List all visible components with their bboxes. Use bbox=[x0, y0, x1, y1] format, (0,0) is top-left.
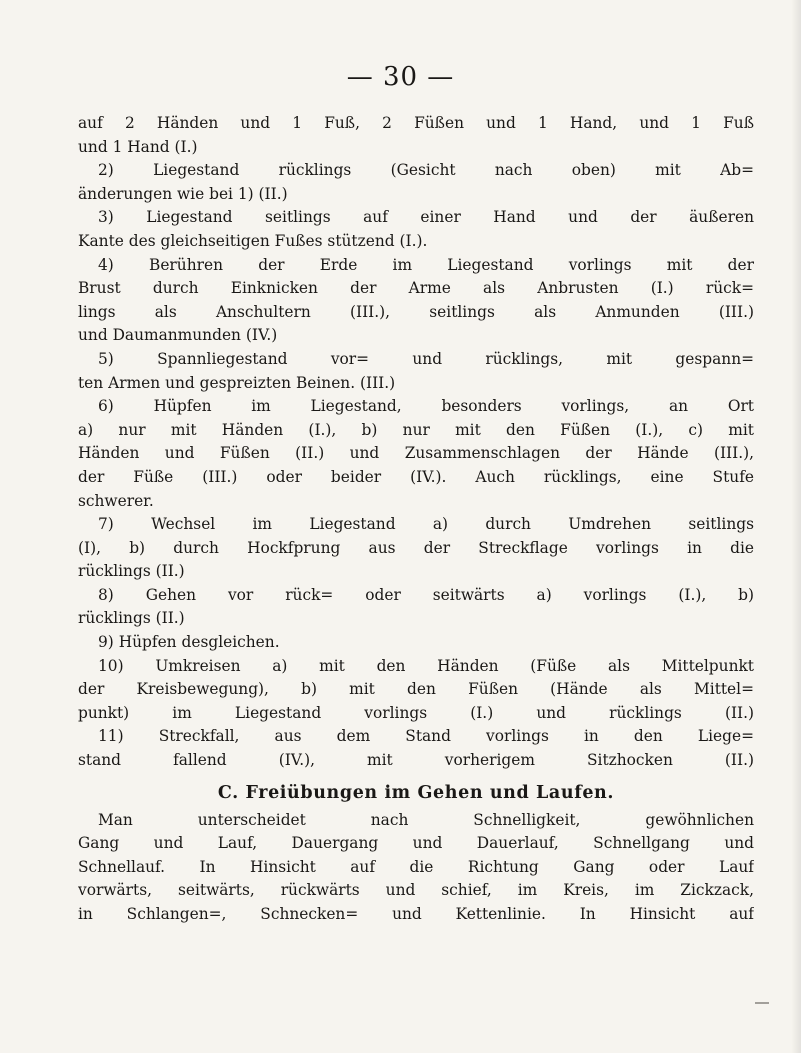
text-line: stand fallend (IV.), mit vorherigem Sitzhocken (II.) bbox=[78, 751, 754, 770]
text-line: (I), b) durch Hockfprung aus der Streckflage vorlings in die bbox=[78, 538, 754, 557]
text-line: und 1 Hand (I.) bbox=[78, 137, 198, 156]
text-line: der Kreisbewegung), b) mit den Füßen (Hände als Mittel= bbox=[78, 680, 754, 699]
ink-mark bbox=[755, 1002, 769, 1004]
text-line: änderungen wie bei 1) (II.) bbox=[78, 184, 288, 203]
text-line: der Füße (III.) oder beider (IV.). Auch rücklings, eine Stufe bbox=[78, 467, 754, 486]
text-line: Man unterscheidet nach Schnelligkeit, gewöhnlichen bbox=[98, 810, 754, 829]
text-line: Gang und Lauf, Dauergang und Dauerlauf, Schnellgang und bbox=[78, 834, 754, 853]
page-edge-shadow bbox=[791, 0, 801, 1053]
text-line: vorwärts, seitwärts, rückwärts und schief, im Kreis, im Zickzack, bbox=[78, 881, 754, 900]
text-line: schwerer. bbox=[78, 491, 154, 510]
text-line: 8) Gehen vor rück= oder seitwärts a) vorlings (I.), b) bbox=[98, 585, 754, 604]
text-line: Kante des gleichseitigen Fußes stützend (I.). bbox=[78, 231, 428, 250]
text-line: 9) Hüpfen desgleichen. bbox=[98, 633, 280, 652]
text-line: a) nur mit Händen (I.), b) nur mit den Füßen (I.), c) mit bbox=[78, 420, 754, 439]
text-line: punkt) im Liegestand vorlings (I.) und rücklings (II.) bbox=[78, 703, 754, 722]
text-line: 11) Streckfall, aus dem Stand vorlings in den Liege= bbox=[98, 727, 754, 746]
text-line: 7) Wechsel im Liegestand a) durch Umdrehen seitlings bbox=[98, 515, 754, 534]
text-line: 5) Spannliegestand vor= und rücklings, mit gespann= bbox=[98, 349, 754, 368]
text-line: 4) Berühren der Erde im Liegestand vorlings mit der bbox=[98, 255, 754, 274]
text-line: Schnellauf. In Hinsicht auf die Richtung Gang oder Lauf bbox=[78, 857, 754, 876]
page-number: — 30 — bbox=[346, 62, 455, 92]
text-line: Brust durch Einknicken der Arme als Anbrusten (I.) rück= bbox=[78, 279, 754, 298]
text-line: Händen und Füßen (II.) und Zusammenschlagen der Hände (III.), bbox=[78, 444, 754, 463]
text-line: rücklings (II.) bbox=[78, 562, 185, 581]
text-line: auf 2 Händen und 1 Fuß, 2 Füßen und 1 Hand, und 1 Fuß bbox=[78, 114, 754, 132]
text-line: und Daumanmunden (IV.) bbox=[78, 326, 278, 345]
text-line: lings als Anschultern (III.), seitlings als Anmunden (III.) bbox=[78, 302, 754, 321]
text-line: 6) Hüpfen im Liegestand, besonders vorlings, an Ort bbox=[98, 397, 754, 416]
text-line: 3) Liegestand seitlings auf einer Hand und der äußeren bbox=[98, 208, 754, 227]
text-line: ten Armen und gespreizten Beinen. (III.) bbox=[78, 373, 396, 392]
text-line: 10) Umkreisen a) mit den Händen (Füße als Mittelpunkt bbox=[98, 656, 754, 675]
text-line: in Schlangen=, Schnecken= und Kettenlinie. In Hinsicht auf bbox=[78, 905, 754, 923]
section-heading: C. Freiübungen im Gehen und Laufen. bbox=[217, 782, 615, 803]
text-line: 2) Liegestand rücklings (Gesicht nach oben) mit Ab= bbox=[98, 161, 754, 180]
body-text bbox=[78, 112, 754, 927]
text-line: rücklings (II.) bbox=[78, 609, 185, 628]
